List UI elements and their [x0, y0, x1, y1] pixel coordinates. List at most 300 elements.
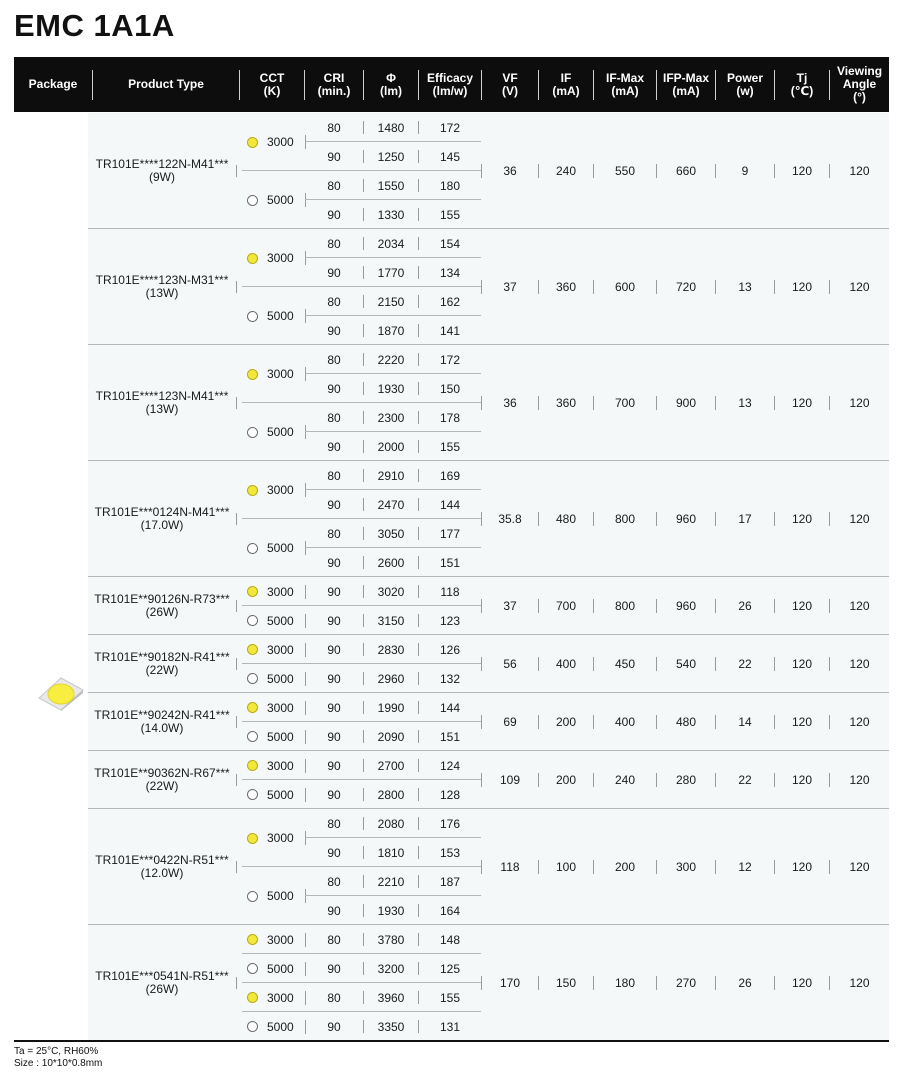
cct-value: 5000 [267, 961, 294, 976]
separator [481, 280, 482, 294]
separator [418, 469, 419, 482]
cri-value: 90 [327, 207, 341, 222]
separator [593, 396, 594, 410]
separator [363, 962, 364, 975]
cct-cell [242, 954, 308, 983]
separator [715, 164, 716, 178]
efficacy-value: 132 [439, 671, 461, 686]
cri-value: 90 [327, 700, 341, 715]
product-type-name: TR101E**90182N-R41*** [94, 650, 230, 664]
ifp-max-value: 900 [675, 396, 697, 410]
separator [363, 875, 364, 888]
cool-white-dot-icon [247, 1021, 258, 1032]
flux-value: 3150 [377, 613, 405, 628]
separator [774, 396, 775, 410]
product-type-name: TR101E***0422N-R51*** [95, 853, 229, 867]
cri-value: 80 [327, 120, 341, 135]
cct-value: 5000 [267, 425, 294, 439]
product-type-name: TR101E**90242N-R41*** [94, 708, 230, 722]
separator [829, 976, 830, 990]
cct-cell [242, 229, 308, 287]
if-value: 400 [555, 657, 577, 671]
power-value: 22 [738, 773, 752, 787]
separator [774, 280, 775, 294]
cct-value: 5000 [267, 193, 294, 207]
warm-white-dot-icon [247, 586, 258, 597]
separator [363, 150, 364, 163]
separator [418, 440, 419, 453]
cri-value: 80 [327, 294, 341, 309]
power-value: 26 [738, 599, 752, 613]
table-body [88, 113, 889, 1041]
if-value: 360 [555, 280, 577, 294]
separator [774, 773, 775, 787]
header-cri: CRI (min.) [317, 70, 351, 98]
if-max-value: 700 [614, 396, 636, 410]
cct-value: 3000 [267, 483, 294, 497]
separator [236, 861, 237, 873]
page-title: EMC 1A1A [14, 8, 175, 43]
separator [418, 788, 419, 801]
separator [481, 773, 482, 787]
efficacy-value: 169 [439, 468, 461, 483]
separator [418, 382, 419, 395]
efficacy-value: 134 [439, 265, 461, 280]
cool-white-dot-icon [247, 195, 258, 206]
cct-value: 3000 [267, 251, 294, 265]
product-group [88, 577, 889, 635]
if-value: 240 [555, 164, 577, 178]
separator [593, 512, 594, 526]
separator [829, 657, 830, 671]
cool-white-dot-icon [247, 891, 258, 902]
separator [715, 396, 716, 410]
if-value: 360 [555, 396, 577, 410]
tj-value: 120 [791, 657, 813, 671]
efficacy-value: 153 [439, 845, 461, 860]
separator [829, 860, 830, 874]
flux-value: 2210 [377, 874, 405, 889]
separator [774, 599, 775, 613]
product-type-cell [88, 345, 236, 461]
separator [418, 266, 419, 279]
separator [829, 512, 830, 526]
warm-white-dot-icon [247, 485, 258, 496]
flux-value: 2470 [377, 497, 405, 512]
separator [774, 164, 775, 178]
separator [829, 280, 830, 294]
if-max-value: 450 [614, 657, 636, 671]
if-value: 480 [555, 512, 577, 526]
viewing-angle-value: 120 [849, 280, 870, 294]
efficacy-value: 144 [439, 700, 461, 715]
efficacy-value: 125 [439, 961, 461, 976]
cct-cell [242, 925, 308, 954]
flux-value: 2300 [377, 410, 405, 425]
cct-value: 5000 [267, 671, 294, 686]
cct-cell [242, 461, 308, 519]
cct-value: 3000 [267, 642, 294, 657]
separator [481, 396, 482, 410]
if-value: 200 [555, 773, 577, 787]
separator [593, 715, 594, 729]
product-type-wattage: (13W) [145, 286, 179, 300]
separator [363, 701, 364, 714]
product-type-name: TR101E**90126N-R73*** [94, 592, 230, 606]
cri-value: 80 [327, 816, 341, 831]
cct-value: 5000 [267, 541, 294, 555]
tj-value: 120 [791, 164, 813, 178]
separator [538, 280, 539, 294]
ifp-max-value: 270 [675, 976, 697, 990]
cct-cell [242, 809, 308, 867]
product-group [88, 229, 889, 345]
cct-value: 3000 [267, 367, 294, 381]
separator [656, 512, 657, 526]
viewing-angle-value: 120 [849, 860, 870, 874]
efficacy-value: 148 [439, 932, 461, 947]
separator [363, 469, 364, 482]
cct-value: 5000 [267, 889, 294, 903]
product-type-cell [88, 925, 236, 1041]
efficacy-value: 141 [439, 323, 461, 338]
flux-value: 1870 [377, 323, 405, 338]
cct-cell [242, 635, 308, 664]
separator [715, 773, 716, 787]
flux-value: 2830 [377, 642, 405, 657]
separator [418, 498, 419, 511]
separator [538, 715, 539, 729]
power-value: 26 [738, 976, 752, 990]
efficacy-value: 177 [439, 526, 461, 541]
flux-value: 1810 [377, 845, 405, 860]
separator [363, 208, 364, 221]
separator [418, 121, 419, 134]
flux-value: 1330 [377, 207, 405, 222]
warm-white-dot-icon [247, 702, 258, 713]
separator [363, 643, 364, 656]
product-group [88, 925, 889, 1041]
viewing-angle-value: 120 [849, 599, 870, 613]
separator [715, 976, 716, 990]
viewing-angle-value: 120 [849, 512, 870, 526]
product-type-wattage: (26W) [145, 982, 179, 996]
separator [538, 599, 539, 613]
product-type-wattage: (14.0W) [140, 721, 184, 735]
separator [236, 281, 237, 293]
cri-value: 80 [327, 410, 341, 425]
separator [236, 513, 237, 525]
vf-value: 56 [503, 657, 517, 671]
separator [593, 657, 594, 671]
cct-cell [242, 722, 308, 751]
product-type-wattage: (17.0W) [140, 518, 184, 532]
separator [774, 512, 775, 526]
vf-value: 37 [503, 280, 517, 294]
product-type-cell [88, 809, 236, 925]
cct-value: 5000 [267, 613, 294, 628]
separator [363, 730, 364, 743]
if-max-value: 800 [614, 599, 636, 613]
cri-value: 90 [327, 729, 341, 744]
vf-value: 109 [499, 773, 521, 787]
separator [363, 788, 364, 801]
cct-cell [242, 780, 308, 809]
power-value: 22 [738, 657, 752, 671]
efficacy-value: 145 [439, 149, 461, 164]
separator [363, 759, 364, 772]
flux-value: 3960 [377, 990, 405, 1005]
ifp-max-value: 280 [675, 773, 697, 787]
flux-value: 2000 [377, 439, 405, 454]
efficacy-value: 151 [439, 555, 461, 570]
separator [481, 976, 482, 990]
footnotes [14, 1046, 102, 1070]
header-viewing-angle: Viewing Angle (°) [836, 64, 883, 104]
header-product-type: Product Type [128, 77, 204, 91]
if-max-value: 180 [614, 976, 636, 990]
viewing-angle-value: 120 [849, 715, 870, 729]
separator [418, 846, 419, 859]
bottom-rule [14, 1040, 889, 1042]
separator [418, 962, 419, 975]
cct-cell [242, 403, 308, 461]
if-max-value: 550 [614, 164, 636, 178]
separator [593, 860, 594, 874]
separator [656, 599, 657, 613]
flux-value: 3200 [377, 961, 405, 976]
product-type-name: TR101E****123N-M31*** [95, 273, 229, 287]
separator [418, 150, 419, 163]
separator [363, 237, 364, 250]
separator [363, 672, 364, 685]
separator [418, 527, 419, 540]
header-efficacy: Efficacy (lm/w) [426, 70, 474, 98]
separator [363, 904, 364, 917]
cri-value: 90 [327, 1019, 341, 1034]
separator [656, 657, 657, 671]
tj-value: 120 [791, 773, 813, 787]
header-flux: Φ (lm) [380, 70, 402, 98]
separator [418, 585, 419, 598]
cri-value: 90 [327, 613, 341, 628]
warm-white-dot-icon [247, 644, 258, 655]
warm-white-dot-icon [247, 253, 258, 264]
cct-value: 3000 [267, 758, 294, 773]
tj-value: 120 [791, 599, 813, 613]
efficacy-value: 151 [439, 729, 461, 744]
cct-value: 3000 [267, 584, 294, 599]
separator [418, 933, 419, 946]
flux-value: 1250 [377, 149, 405, 164]
ifp-max-value: 960 [675, 512, 697, 526]
header-vf: VF (V) [502, 70, 518, 98]
separator [418, 208, 419, 221]
separator [418, 411, 419, 424]
separator [829, 396, 830, 410]
separator [829, 715, 830, 729]
separator [481, 512, 482, 526]
efficacy-value: 178 [439, 410, 461, 425]
ifp-max-value: 540 [675, 657, 697, 671]
separator [538, 657, 539, 671]
separator [656, 976, 657, 990]
cri-value: 90 [327, 381, 341, 396]
product-type-wattage: (12.0W) [140, 866, 184, 880]
cct-value: 5000 [267, 729, 294, 744]
efficacy-value: 124 [439, 758, 461, 773]
separator [538, 976, 539, 990]
cool-white-dot-icon [247, 789, 258, 800]
separator [418, 556, 419, 569]
separator [418, 730, 419, 743]
power-value: 14 [738, 715, 752, 729]
separator [363, 556, 364, 569]
separator [236, 774, 237, 786]
product-type-wattage: (22W) [145, 779, 179, 793]
separator [363, 527, 364, 540]
flux-value: 2034 [377, 236, 405, 251]
flux-value: 2600 [377, 555, 405, 570]
cool-white-dot-icon [247, 673, 258, 684]
cool-white-dot-icon [247, 963, 258, 974]
cct-cell [242, 171, 308, 229]
power-value: 13 [738, 280, 752, 294]
header-if: IF (mA) [552, 70, 580, 98]
separator [829, 773, 830, 787]
separator [481, 860, 482, 874]
cct-cell [242, 519, 308, 577]
separator [363, 991, 364, 1004]
cct-cell [242, 693, 308, 722]
if-max-value: 240 [614, 773, 636, 787]
warm-white-dot-icon [247, 760, 258, 771]
cri-value: 90 [327, 323, 341, 338]
separator [656, 280, 657, 294]
separator [774, 657, 775, 671]
flux-value: 1930 [377, 903, 405, 918]
separator [236, 165, 237, 177]
separator [656, 860, 657, 874]
product-group [88, 461, 889, 577]
separator [656, 715, 657, 729]
separator [829, 164, 830, 178]
separator [363, 179, 364, 192]
product-group [88, 693, 889, 751]
if-max-value: 600 [614, 280, 636, 294]
power-value: 9 [741, 164, 749, 178]
tj-value: 120 [791, 715, 813, 729]
separator [418, 759, 419, 772]
product-type-wattage: (22W) [145, 663, 179, 677]
separator [774, 860, 775, 874]
tj-value: 120 [791, 860, 813, 874]
efficacy-value: 155 [439, 207, 461, 222]
cct-cell [242, 1012, 308, 1041]
separator [363, 121, 364, 134]
separator [715, 860, 716, 874]
cct-cell [242, 606, 308, 635]
cct-cell [242, 577, 308, 606]
product-type-wattage: (26W) [145, 605, 179, 619]
flux-value: 1550 [377, 178, 405, 193]
warm-white-dot-icon [247, 833, 258, 844]
cct-cell [242, 867, 308, 925]
efficacy-value: 180 [439, 178, 461, 193]
cri-value: 90 [327, 642, 341, 657]
flux-value: 2960 [377, 671, 405, 686]
cri-value: 90 [327, 903, 341, 918]
flux-value: 3350 [377, 1019, 405, 1034]
product-type-cell [88, 635, 236, 693]
separator [363, 817, 364, 830]
header-if-max: IF-Max (mA) [605, 70, 644, 98]
cct-value: 5000 [267, 1019, 294, 1034]
cri-value: 90 [327, 671, 341, 686]
flux-value: 2700 [377, 758, 405, 773]
cct-value: 5000 [267, 309, 294, 323]
product-group [88, 751, 889, 809]
separator [715, 715, 716, 729]
separator [236, 716, 237, 728]
cct-value: 3000 [267, 700, 294, 715]
efficacy-value: 176 [439, 816, 461, 831]
header-package: Package [28, 77, 78, 91]
efficacy-value: 131 [439, 1019, 461, 1034]
flux-value: 2080 [377, 816, 405, 831]
product-type-name: TR101E****123N-M41*** [95, 389, 229, 403]
product-type-name: TR101E****122N-M41*** [95, 157, 229, 171]
separator [538, 164, 539, 178]
flux-value: 2220 [377, 352, 405, 367]
viewing-angle-value: 120 [849, 773, 870, 787]
cool-white-dot-icon [247, 731, 258, 742]
viewing-angle-value: 120 [849, 976, 870, 990]
tj-value: 120 [791, 512, 813, 526]
separator [656, 164, 657, 178]
power-value: 12 [738, 860, 752, 874]
warm-white-dot-icon [247, 369, 258, 380]
if-max-value: 800 [614, 512, 636, 526]
separator [363, 353, 364, 366]
vf-value: 118 [500, 860, 520, 874]
separator [363, 440, 364, 453]
flux-value: 3050 [377, 526, 405, 541]
separator [363, 324, 364, 337]
viewing-angle-value: 120 [849, 396, 870, 410]
separator [363, 266, 364, 279]
cool-white-dot-icon [247, 543, 258, 554]
flux-value: 1990 [377, 700, 405, 715]
cri-value: 90 [327, 555, 341, 570]
vf-value: 69 [503, 715, 517, 729]
header-ifp-max: IFP-Max (mA) [662, 70, 709, 98]
cri-value: 90 [327, 787, 341, 802]
separator [481, 599, 482, 613]
cri-value: 90 [327, 758, 341, 773]
cri-value: 80 [327, 874, 341, 889]
separator [418, 643, 419, 656]
separator [363, 1020, 364, 1033]
separator [481, 164, 482, 178]
cri-value: 80 [327, 236, 341, 251]
power-value: 13 [738, 396, 752, 410]
cri-value: 90 [327, 845, 341, 860]
separator [593, 164, 594, 178]
separator [593, 599, 594, 613]
separator [418, 353, 419, 366]
efficacy-value: 155 [439, 439, 461, 454]
